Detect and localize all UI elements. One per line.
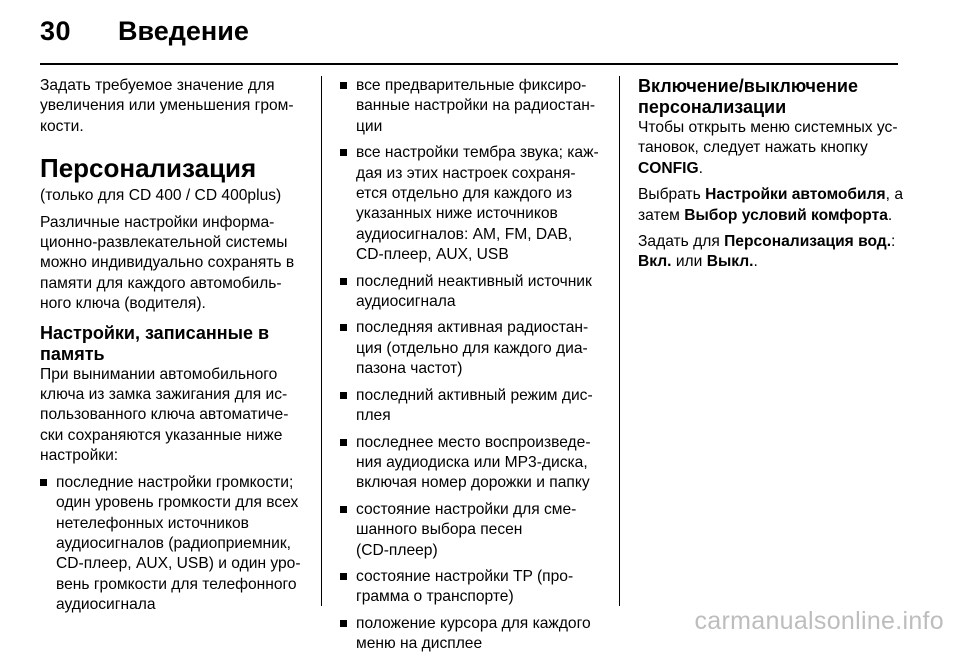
comfort-settings-label: Выбор условий комфорта: [684, 206, 888, 224]
column-divider-2: [619, 76, 620, 606]
heading-personalization: Персонализация: [40, 153, 257, 184]
page-number: 30: [40, 16, 72, 46]
vehicle-settings-label: Настройки автомобиля: [705, 186, 886, 204]
list-item: последние настройки громкости; один уровень громкости для всех нетелефонных источников аудиосигналов (радиоприемник, CD-плеер, AUX, USB) и один уро- вень громкости для телефонного аудиосигнала: [40, 473, 314, 616]
text-line: ного ключа (водителя).: [40, 295, 206, 313]
text-line: При вынимании автомобильного: [40, 365, 278, 383]
saved-settings-paragraph: [40, 365, 314, 467]
list-item: последний неактивный источник аудиосигнала: [340, 272, 602, 313]
bullet-square-icon: [340, 620, 347, 627]
heading-toggle-personalization: Включение/выключение персонализации: [638, 76, 858, 117]
list-item: последний активный режим дис- плея: [340, 386, 602, 427]
text-line: ски сохраняются указанные ниже: [40, 426, 283, 444]
personalization-paragraph: [40, 213, 314, 315]
on-label: Вкл.: [638, 253, 672, 271]
heading-saved-settings: Настройки, записанные в память: [40, 322, 270, 364]
text-line: ционно-развлекательной системы: [40, 234, 288, 252]
driver-personalization-label: Персонализация вод.: [724, 233, 892, 251]
column-1: [40, 76, 314, 622]
watermark: carmanualsonline.info: [694, 607, 944, 635]
select-paragraph: Выбрать Настройки автомобиля, а затем Выбор условий комфорта.: [638, 186, 903, 224]
bullet-square-icon: [40, 479, 47, 486]
bullet-square-icon: [340, 506, 347, 513]
list-item: все предварительные фиксиро- ванные настройки на радиостан- ции: [340, 76, 602, 137]
text-line: памяти для каждого автомобиль-: [40, 274, 282, 292]
bullet-square-icon: [340, 82, 347, 89]
section-title: Введение: [118, 16, 249, 46]
list-item: состояние настройки для сме- шанного выбора песен (CD-плеер): [340, 500, 602, 561]
header-rule: [40, 63, 898, 65]
column-2: [340, 76, 602, 661]
subtitle: (только для CD 400 / CD 400plus): [40, 187, 282, 205]
list-item: последняя активная радиостан- ция (отдельно для каждого диа- пазона частот): [340, 318, 602, 379]
set-paragraph: Задать для Персонализация вод.: Вкл. или Выкл..: [638, 233, 896, 271]
list-item: состояние настройки TP (про- грамма о транспорте): [340, 567, 602, 608]
text-line: Задать требуемое значение для: [40, 77, 275, 94]
text-line: пользованного ключа автоматиче-: [40, 406, 289, 424]
config-key-label: CONFIG: [638, 159, 699, 177]
text-line: ключа из замка зажигания для ис-: [40, 386, 288, 404]
text-line: Различные настройки информа-: [40, 213, 275, 231]
list-item: положение курсора для каждого меню на дисплее: [340, 614, 602, 655]
intro-paragraph: [40, 76, 314, 137]
column-3: [638, 76, 903, 279]
text-line: можно индивидуально сохранять в: [40, 254, 295, 272]
bullet-square-icon: [340, 324, 347, 331]
list-item: последнее место воспроизведе- ния аудиодиска или MP3-диска, включая номер дорожки и папку: [340, 433, 602, 494]
text-line: увеличения или уменьшения гром-: [40, 97, 294, 115]
bullet-square-icon: [340, 439, 347, 446]
column-divider-1: [321, 76, 322, 606]
config-paragraph: Чтобы открыть меню системных ус- тановок, следует нажать кнопку CONFIG.: [638, 119, 898, 177]
off-label: Выкл.: [706, 253, 754, 271]
page-header: [40, 16, 920, 56]
bullet-square-icon: [340, 392, 347, 399]
bullet-square-icon: [340, 278, 347, 285]
text-line: настройки:: [40, 447, 119, 465]
bullet-square-icon: [340, 149, 347, 156]
text-line: кости.: [40, 117, 84, 135]
bullet-square-icon: [340, 573, 347, 580]
list-item: все настройки тембра звука; каж- дая из этих настроек сохраня- ется отдельно для каждого из указанных ниже источников аудиосигналов: AM, FM, DAB, CD-плеер, AUX, USB: [340, 143, 602, 265]
